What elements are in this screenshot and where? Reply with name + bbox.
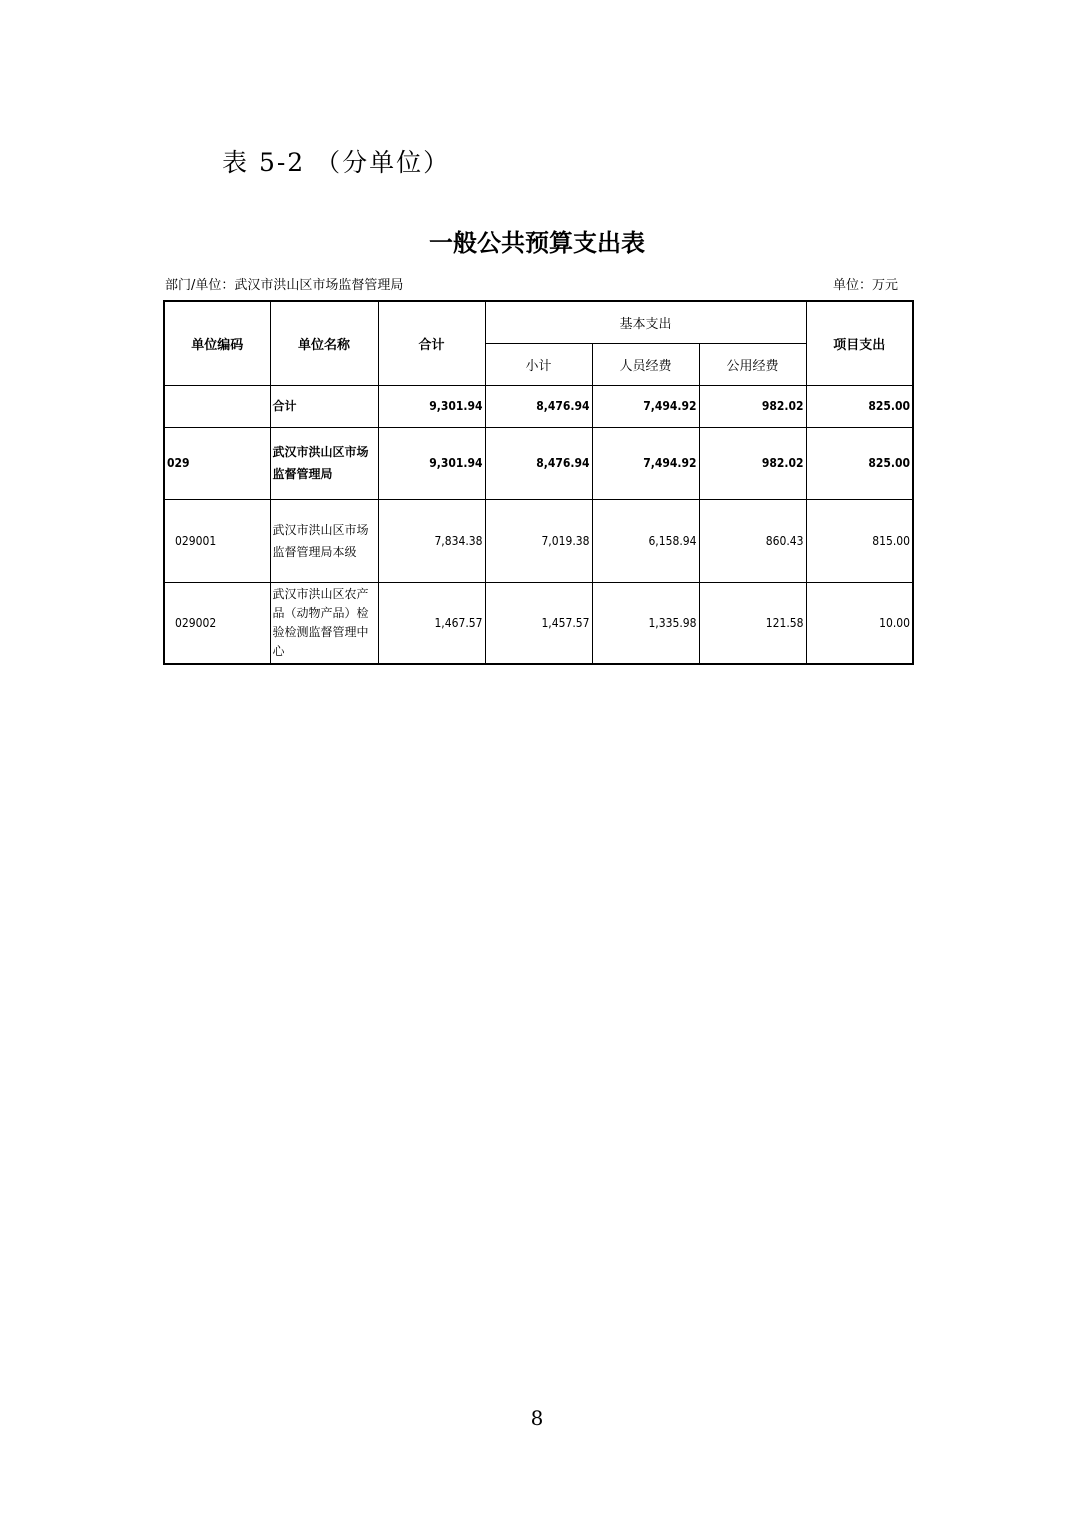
header-total: 合计 (378, 301, 485, 385)
cell-project: 10.00 (806, 582, 913, 664)
cell-public: 982.02 (699, 385, 806, 427)
header-basic: 基本支出 (485, 301, 806, 343)
department-label: 部门/单位：武汉市洪山区市场监督管理局 (165, 278, 404, 293)
cell-total: 9,301.94 (378, 427, 485, 499)
cell-personnel: 7,494.92 (592, 385, 699, 427)
table-row (164, 427, 913, 499)
cell-name: 合计 (270, 385, 378, 427)
cell-subtotal: 1,457.57 (485, 582, 592, 664)
cell-public: 982.02 (699, 427, 806, 499)
cell-personnel: 1,335.98 (592, 582, 699, 664)
header-public: 公用经费 (699, 343, 806, 385)
cell-project: 825.00 (806, 427, 913, 499)
cell-code: 029001 (164, 499, 270, 582)
cell-total: 1,467.57 (378, 582, 485, 664)
cell-code (164, 385, 270, 427)
table-row (164, 499, 913, 582)
budget-table (163, 300, 914, 665)
header-personnel: 人员经费 (592, 343, 699, 385)
cell-total: 9,301.94 (378, 385, 485, 427)
page-number: 8 (530, 1406, 544, 1430)
cell-subtotal: 7,019.38 (485, 499, 592, 582)
table-row (164, 582, 913, 664)
cell-public: 121.58 (699, 582, 806, 664)
cell-subtotal: 8,476.94 (485, 427, 592, 499)
cell-name: 武汉市洪山区农产品（动物产品）检验检测监督管理中心 (270, 582, 378, 664)
table-number-heading: 表 5-2 （分单位） (222, 148, 451, 177)
cell-code: 029002 (164, 582, 270, 664)
cell-personnel: 7,494.92 (592, 427, 699, 499)
cell-subtotal: 8,476.94 (485, 385, 592, 427)
unit-label: 单位：万元 (833, 278, 899, 293)
cell-name: 武汉市洪山区市场监督管理局 (270, 427, 378, 499)
cell-project: 815.00 (806, 499, 913, 582)
header-name: 单位名称 (270, 301, 378, 385)
cell-total: 7,834.38 (378, 499, 485, 582)
table-row (164, 385, 913, 427)
page-title: 一般公共预算支出表 (429, 229, 645, 257)
cell-project: 825.00 (806, 385, 913, 427)
cell-personnel: 6,158.94 (592, 499, 699, 582)
header-project: 项目支出 (806, 301, 913, 385)
cell-name: 武汉市洪山区市场监督管理局本级 (270, 499, 378, 582)
cell-public: 860.43 (699, 499, 806, 582)
header-subtotal: 小计 (485, 343, 592, 385)
cell-code: 029 (164, 427, 270, 499)
header-code: 单位编码 (164, 301, 270, 385)
